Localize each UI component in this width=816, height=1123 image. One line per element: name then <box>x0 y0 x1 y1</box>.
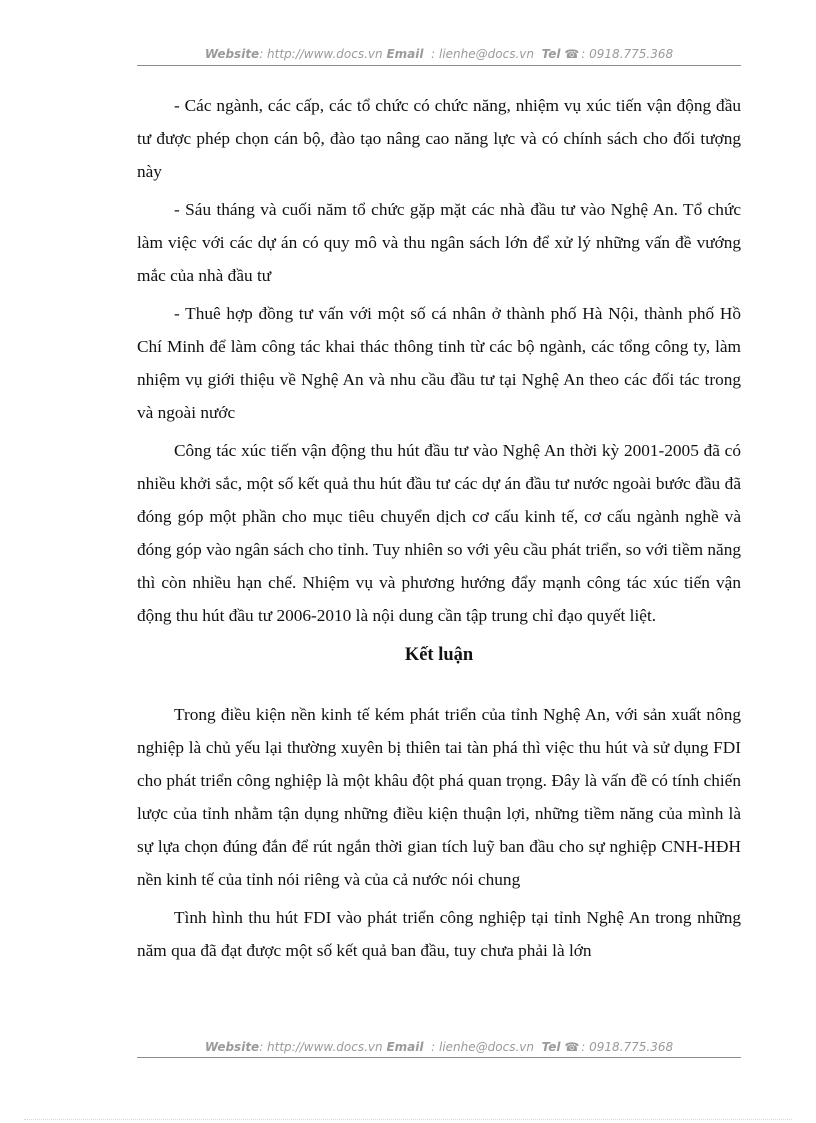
page-footer <box>138 1040 740 1054</box>
conclusion-heading: Kết luận <box>404 645 474 665</box>
phone-icon: ☎ <box>564 1040 580 1054</box>
footer-website-label: Website <box>204 1040 260 1054</box>
conclusion-paragraph-1: Trong điều kiện nền kinh tế kém phát triển của tỉnh Nghệ An, với sản xuất nông nghiệp là chủ yếu lại thường xuyên bị thiên tai tàn phá thì việc thu hút và sử dụng FDI cho phát triển công nghiệp là một khâu đột phá quan trọng. Đây là vấn đề có tính chiến lược của tỉnh nhằm tận dụng những điều kiện thuận lợi, những tiềm năng của mình là sự lựa chọn đúng đắn để rút ngắn thời gian tích luỹ ban đầu cho sự nghiệp CNH-HĐH nền kinh tế của tỉnh nói riêng và của cả nước nói chung <box>137 705 741 889</box>
header-tel-value: : 0918.775.368 <box>581 47 674 61</box>
conclusion-paragraph-2: Tình hình thu hút FDI vào phát triển công nghiệp tại tỉnh Nghệ An trong những năm qua đã đạt được một số kết quả ban đầu, tuy chưa phải là lớn <box>137 908 741 960</box>
header-email-label: Email <box>386 47 424 61</box>
header-website-value: : http://www.docs.vn <box>259 47 383 61</box>
paragraph-2: - Sáu tháng và cuối năm tổ chức gặp mặt các nhà đầu tư vào Nghệ An. Tổ chức làm việc với các dự án có quy mô và thu ngân sách lớn để xử lý những vấn đề vướng mắc của nhà đầu tư <box>137 200 741 285</box>
footer-website-value: : http://www.docs.vn <box>259 1040 383 1054</box>
header-tel-label: Tel <box>541 47 561 61</box>
footer-email-label: Email <box>386 1040 424 1054</box>
page-header <box>138 47 740 61</box>
phone-icon: ☎ <box>564 47 580 61</box>
paragraph-1: - Các ngành, các cấp, các tổ chức có chức năng, nhiệm vụ xúc tiến vận động đầu tư được phép chọn cán bộ, đào tạo nâng cao năng lực và có chính sách cho đối tượng này <box>137 96 741 181</box>
page-bottom-dotted-line <box>24 1119 792 1120</box>
document-body <box>137 89 741 972</box>
header-divider <box>137 65 741 66</box>
footer-tel-value: : 0918.775.368 <box>581 1040 674 1054</box>
header-website-label: Website <box>204 47 260 61</box>
footer-email-value: : lienhe@docs.vn <box>431 1040 534 1054</box>
footer-divider <box>137 1057 741 1058</box>
footer-tel-label: Tel <box>541 1040 561 1054</box>
header-email-value: : lienhe@docs.vn <box>431 47 534 61</box>
paragraph-3: - Thuê hợp đồng tư vấn với một số cá nhân ở thành phố Hà Nội, thành phố Hồ Chí Minh để làm công tác khai thác thông tinh từ các bộ ngành, các tổng công ty, làm nhiệm vụ giới thiệu về Nghệ An và nhu cầu đầu tư tại Nghệ An theo các đối tác trong và ngoài nước <box>137 304 741 422</box>
paragraph-4: Công tác xúc tiến vận động thu hút đầu tư vào Nghệ An thời kỳ 2001-2005 đã có nhiều khởi sắc, một số kết quả thu hút đầu tư các dự án đầu tư nước ngoài bước đầu đã đóng góp một phần cho mục tiêu chuyển dịch cơ cấu kinh tế, cơ cấu ngành nghề và đóng góp vào ngân sách cho tỉnh. Tuy nhiên so với yêu cầu phát triển, so với tiềm năng thì còn nhiều hạn chế. Nhiệm vụ và phương hướng đẩy mạnh công tác xúc tiến vận động thu hút đầu tư 2006-2010 là nội dung cần tập trung chỉ đạo quyết liệt. <box>137 441 741 625</box>
